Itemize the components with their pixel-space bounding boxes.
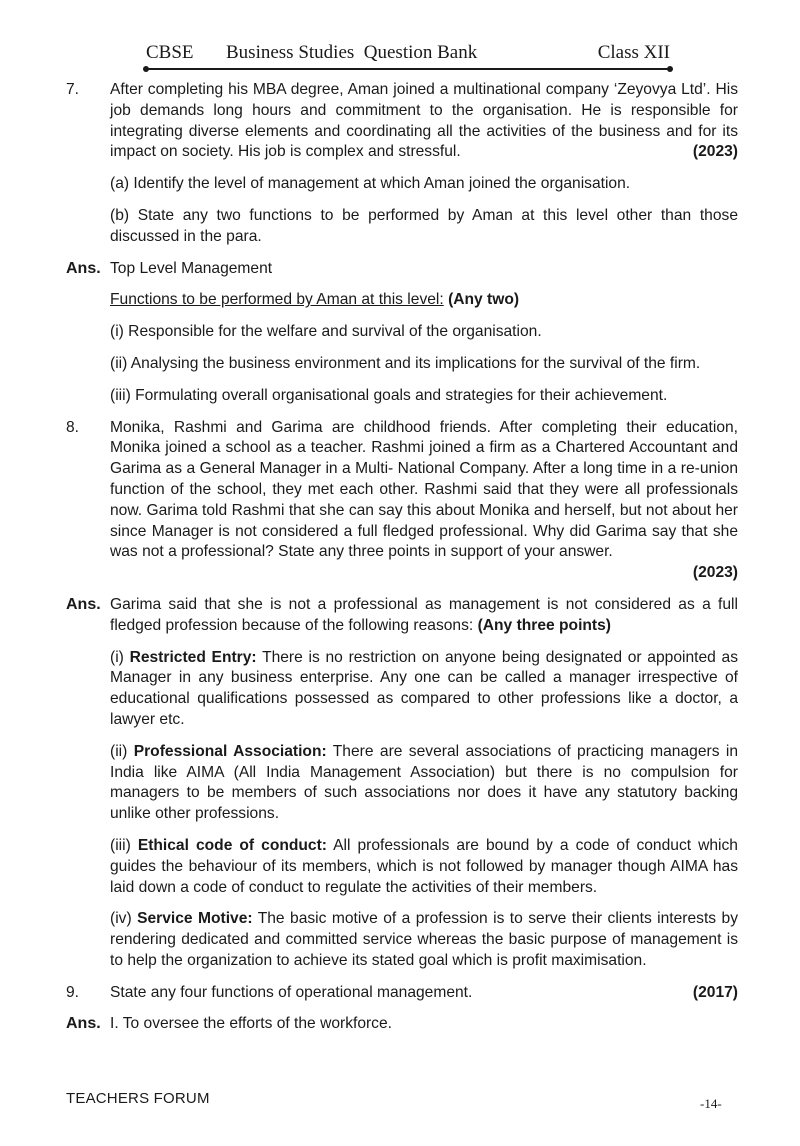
question-part-b: (b) State any two functions to be performed by Aman at this level other than those discussed in the para. (110, 206, 738, 245)
question-number: 7. (66, 81, 80, 98)
header-board: CBSE (146, 42, 194, 63)
page-number: -14- (700, 1096, 722, 1111)
answer-intro: Garima said that she is not a professional as management is not considered as a full fledged profession because of the following reasons: (Any three points) (110, 595, 738, 634)
answer-point: (i) Responsible for the welfare and survival of the organisation. (110, 323, 542, 341)
header-rule (146, 68, 670, 70)
answer-7 (66, 259, 738, 407)
answer-9 (66, 1014, 738, 1035)
question-text: After completing his MBA degree, Aman joined a multinational company ‘Zeyovya Ltd’. His job demands long hours and commitment to the organisation. He is responsible for integrating diverse elements and coordinating all the activities of the business and for its impact on society. His job is complex and stressful. (2023) (110, 80, 738, 163)
functions-heading: Functions to be performed by Aman at this level: (Any two) (110, 291, 520, 309)
answer-point: (ii) Professional Association: There are several associations of practicing managers in India like AIMA (All India Management Association) but there is no compulsion for managers to be members of such associations nor does it have any statutory backing unlike other professions. (110, 742, 739, 823)
question-year: (2023) (692, 143, 738, 161)
answer-text: Top Level Management (110, 259, 273, 277)
page-header (146, 42, 670, 66)
question-number: 9. (66, 983, 80, 1001)
answer-8 (66, 595, 738, 972)
footer-publisher: TEACHERS FORUM (66, 1090, 210, 1107)
header-rule-right-dot (667, 66, 673, 72)
answer-point: (iv) Service Motive: The basic motive of a profession is to serve their clients interests by rendering dedicated and committed service whereas the basic purpose of management is to help the organization to achieve its stated goal which is profit maximisation. (110, 910, 738, 969)
question-text-row (110, 983, 738, 1004)
answer-point: (iii) Ethical code of conduct: All professionals are bound by a code of conduct which guides the behaviour of its members, which is not followed by manager though AIMA has laid down a code of conduct to regulate the activities of their members. (110, 836, 738, 896)
question-year: (2023) (692, 564, 738, 582)
answer-label: Ans. (66, 595, 101, 613)
question-9 (66, 983, 738, 1004)
header-rule-left-dot (143, 66, 149, 72)
question-number: 8. (66, 418, 80, 436)
answer-text: I. To oversee the efforts of the workforce. (110, 1015, 392, 1033)
answer-point: (iii) Formulating overall organisational goals and strategies for their achievement. (110, 386, 668, 404)
page-content (66, 80, 738, 1046)
question-7 (66, 80, 738, 248)
answer-point: (i) Restricted Entry: There is no restriction on anyone being designated or appointed as Manager in any business enterprise. Any one can be called a manager irrespective of educational qualifications possessed as compared to other professions like a doctor, a lawyer etc. (110, 648, 739, 728)
header-subject: Business Studies Question Bank (226, 42, 478, 63)
question-text: Monika, Rashmi and Garima are childhood friends. After completing their education, Monika joined a school as a teacher. Rashmi joined a firm as a Chartered Accountant and Garima as a General Manager in a Multi- National Company. After a long time in a re-union function of the school, they met each other. Rashmi said that they were all professionals now. Garima told Rashmi that she can say this about Monika and herself, but not about her since Manager is not considered a full fledged professional. Why did Garima say that she was not a professional? State any three points in support of your answer. (110, 418, 738, 561)
question-year: (2017) (692, 983, 738, 1001)
header-class: Class XII (597, 42, 670, 63)
question-text: State any four functions of operational management. (110, 983, 473, 1001)
answer-label: Ans. (66, 1015, 101, 1033)
question-8 (66, 418, 738, 584)
answer-label: Ans. (66, 259, 101, 277)
answer-point: (ii) Analysing the business environment and its implications for the survival of the firm. (110, 354, 701, 372)
question-part-a: (a) Identify the level of management at which Aman joined the organisation. (110, 175, 631, 193)
